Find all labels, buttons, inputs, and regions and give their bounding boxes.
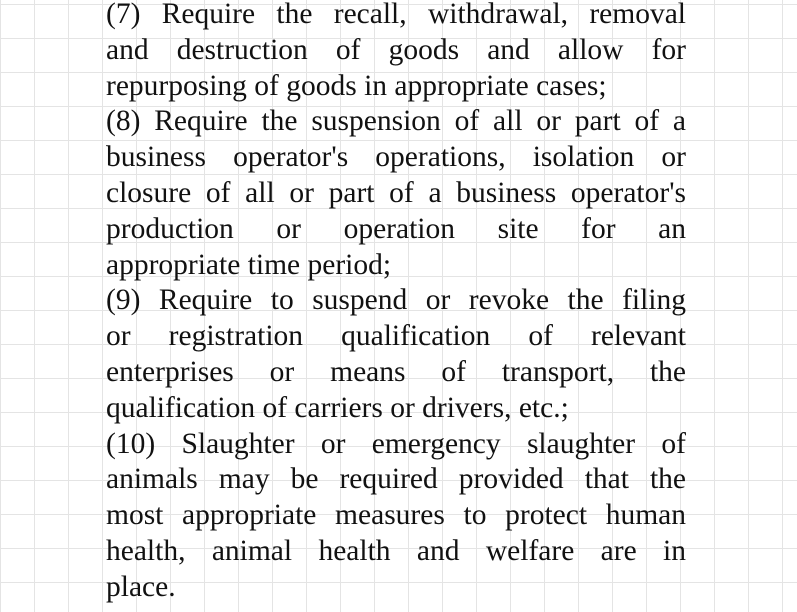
text-line: (8) Require the suspension of all or part of a — [106, 105, 686, 138]
text-line: business operator's operations, isolation or — [106, 141, 686, 174]
text-line: most appropriate measures to protect human — [106, 499, 686, 532]
text-line: health, animal health and welfare are in — [106, 534, 686, 567]
text-line: (9) Require to suspend or revoke the filing — [106, 284, 686, 317]
text-line: (10) Slaughter or emergency slaughter of — [106, 427, 686, 460]
text-line: repurposing of goods in appropriate cases; — [106, 69, 607, 102]
text-line: production or operation site for an — [106, 212, 686, 245]
document-text-block — [106, 0, 686, 606]
text-line: enterprises or means of transport, the — [106, 355, 686, 388]
text-line: (7) Require the recall, withdrawal, removal — [106, 0, 686, 30]
text-line: place. — [106, 570, 176, 603]
text-line: qualification of carriers or drivers, etc.; — [106, 391, 569, 424]
text-line: animals may be required provided that the — [106, 463, 686, 496]
text-line: or registration qualification of relevant — [106, 320, 686, 353]
text-line: closure of all or part of a business operator's — [106, 176, 686, 209]
text-line: appropriate time period; — [106, 248, 392, 281]
text-line: and destruction of goods and allow for — [106, 33, 686, 66]
